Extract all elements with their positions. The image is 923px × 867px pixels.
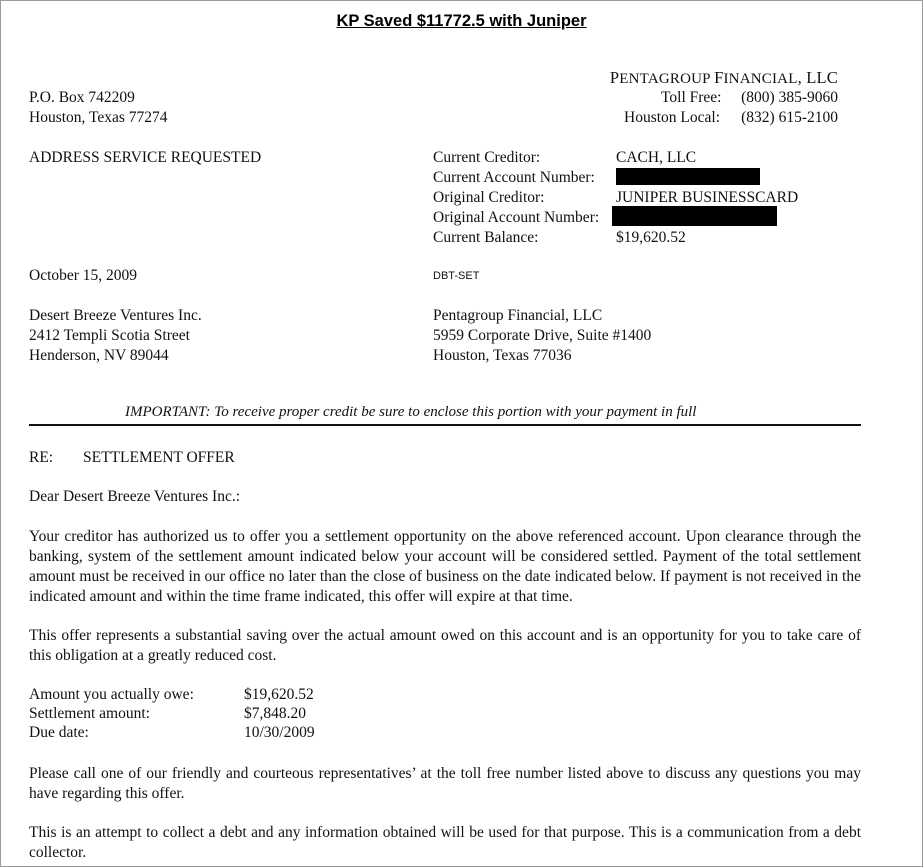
recipient-name: Desert Breeze Ventures Inc.	[29, 307, 202, 324]
address-service: ADDRESS SERVICE REQUESTED	[29, 149, 262, 166]
remit-name: Pentagroup Financial, LLC	[433, 307, 603, 324]
original-account-label: Original Account Number:	[433, 209, 600, 226]
balance-label: Current Balance:	[433, 229, 539, 246]
paragraph-settlement-terms: Your creditor has authorized us to offer you a settlement opportunity on the above referenced account. Upon clearance through the banking, system of the settlement amount indicated below your account will be considered settled. Payment of the total settlement amount must be received in our office no later than the close of business on the date indicated below. If payment is not received in the indicated amount and within the time frame indicated, this offer will expire at that time.	[29, 528, 861, 605]
local-number: (832) 615-2100	[741, 109, 838, 126]
amount-owed-label: Amount you actually owe:	[29, 686, 194, 703]
paragraph-contact: Please call one of our friendly and courteous representatives’ at the toll free number listed above to discuss any questions you may have regarding this offer.	[29, 765, 861, 802]
detach-line	[29, 424, 861, 426]
amount-owed-value: $19,620.52	[244, 686, 314, 703]
due-date-value: 10/30/2009	[244, 724, 315, 741]
current-creditor-label: Current Creditor:	[433, 149, 541, 166]
recipient-city: Henderson, NV 89044	[29, 347, 169, 364]
company-word1: ENTAGROUP	[619, 71, 715, 87]
re-label: RE:	[29, 449, 54, 466]
company-initial: P	[609, 68, 620, 87]
sender-city: Houston, Texas 77274	[29, 109, 168, 126]
current-account-redaction	[616, 168, 760, 185]
local-label: Houston Local:	[624, 109, 720, 126]
current-creditor-value: CACH, LLC	[616, 149, 697, 166]
company-initial-2: F	[714, 68, 724, 87]
savings-banner: KP Saved $11772.5 with Juniper	[336, 12, 587, 30]
toll-free-label: Toll Free:	[661, 89, 722, 106]
re-subject: SETTLEMENT OFFER	[83, 449, 235, 466]
po-box: P.O. Box 742209	[29, 89, 135, 106]
original-creditor-value: JUNIPER BUSINESSCARD	[616, 189, 799, 206]
due-date-label: Due date:	[29, 724, 89, 741]
letter-date: October 15, 2009	[29, 267, 138, 284]
company-word2: INANCIAL	[723, 71, 798, 87]
remit-street: 5959 Corporate Drive, Suite #1400	[433, 327, 652, 344]
reference-code: DBT-SET	[433, 270, 480, 282]
paragraph-disclosure: This is an attempt to collect a debt and any information obtained will be used for that purpose. This is a communication from a debt collector.	[29, 824, 861, 861]
original-creditor-label: Original Creditor:	[433, 189, 545, 206]
company-name	[610, 68, 838, 88]
settlement-amount-value: $7,848.20	[244, 705, 306, 722]
toll-free-number: (800) 385-9060	[741, 89, 838, 106]
remit-city: Houston, Texas 77036	[433, 347, 572, 364]
salutation: Dear Desert Breeze Ventures Inc.:	[29, 488, 241, 505]
important-notice: IMPORTANT: To receive proper credit be sure to enclose this portion with your payment in full	[125, 404, 697, 420]
paragraph-savings: This offer represents a substantial saving over the actual amount owed on this account and is an opportunity for you to take care of this obligation at a greatly reduced cost.	[29, 627, 861, 664]
settlement-amount-label: Settlement amount:	[29, 705, 150, 722]
company-suffix: , LLC	[797, 68, 838, 87]
current-account-label: Current Account Number:	[433, 169, 595, 186]
original-account-redaction	[612, 206, 777, 226]
recipient-street: 2412 Templi Scotia Street	[29, 327, 190, 344]
balance-value: $19,620.52	[616, 229, 686, 246]
